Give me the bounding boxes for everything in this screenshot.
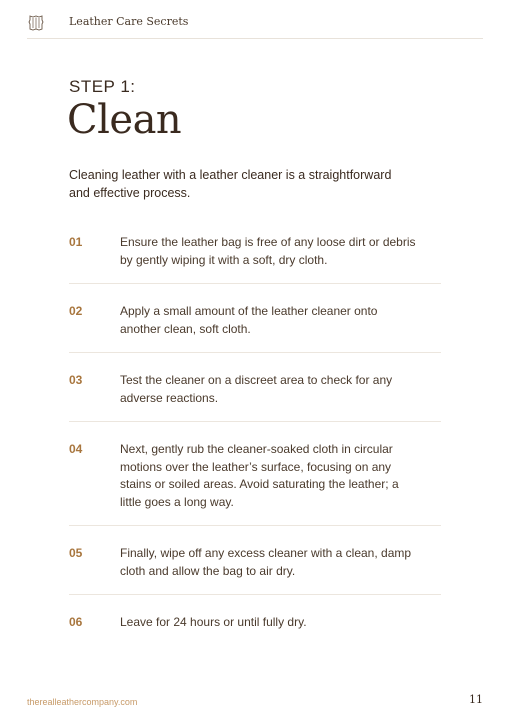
page-header [27, 10, 483, 39]
instruction-item [69, 595, 441, 646]
instruction-text: Test the cleaner on a discreet area to check for any adverse reactions. [120, 373, 393, 405]
instruction-item [69, 232, 441, 284]
instruction-number: 04 [69, 442, 83, 456]
intro-paragraph: Cleaning leather with a leather cleaner is a straightforward and effective process. [69, 168, 392, 200]
instruction-number: 06 [69, 615, 83, 629]
instruction-number: 01 [69, 235, 83, 249]
step-label: STEP 1: [69, 77, 136, 96]
document-title: Leather Care Secrets [69, 15, 189, 28]
instruction-item [69, 526, 441, 595]
website-link[interactable]: therealleathercompany.com [27, 697, 138, 707]
leather-hide-icon [27, 14, 45, 32]
instruction-text: Ensure the leather bag is free of any loose dirt or debris by gently wiping it with a soft, dry cloth. [120, 235, 416, 267]
instruction-item [69, 353, 441, 422]
step-title: Clean [67, 97, 182, 143]
instruction-number: 02 [69, 304, 83, 318]
instruction-list [69, 232, 441, 646]
instruction-text: Next, gently rub the cleaner-soaked cloth in circular motions over the leather’s surface, focusing on any stains or soiled areas. Avoid saturating the leather; a little goes a long way. [120, 442, 399, 509]
instruction-item [69, 422, 441, 526]
instruction-text: Finally, wipe off any excess cleaner with a clean, damp cloth and allow the bag to air dry. [120, 546, 412, 578]
instruction-number: 03 [69, 373, 83, 387]
page-number: 11 [469, 693, 483, 706]
instruction-number: 05 [69, 546, 83, 560]
instruction-text: Leave for 24 hours or until fully dry. [120, 615, 307, 629]
instruction-item [69, 284, 441, 353]
instruction-text: Apply a small amount of the leather cleaner onto another clean, soft cloth. [120, 304, 378, 336]
